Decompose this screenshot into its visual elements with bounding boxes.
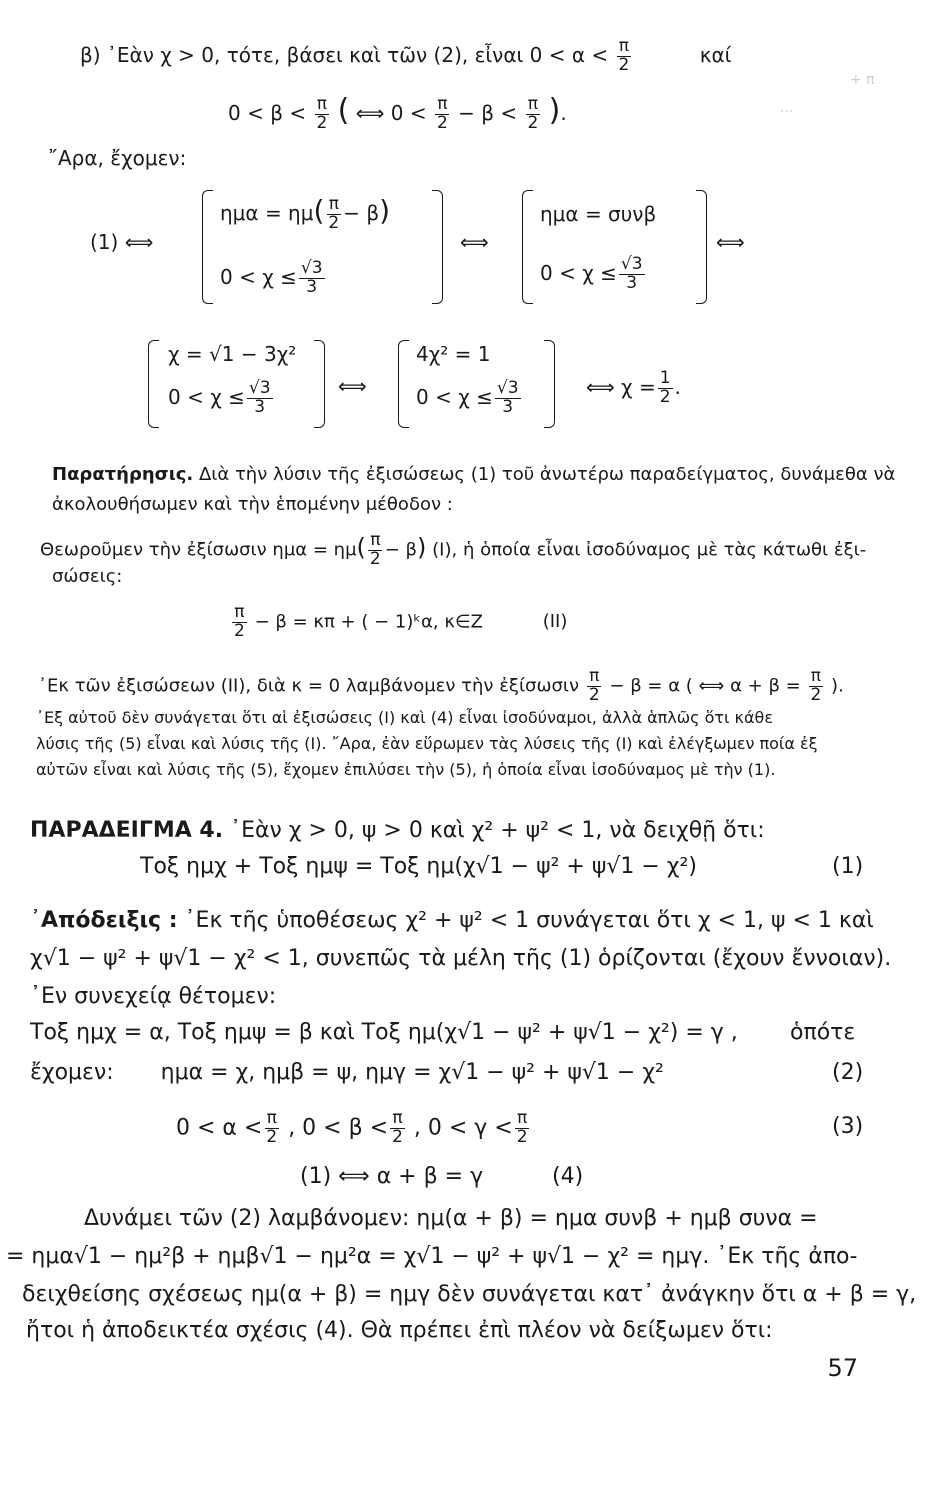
- proof-line-9: = ημα√1 − ημ²β + ημβ√1 − ημ²α = χ√1 − ψ² + ψ√1 − χ² = ημγ. ᾿Εκ τῆς ἀπο-: [6, 1244, 858, 1269]
- system-bracket-4: [398, 340, 409, 428]
- example-4-equation-label: (1): [832, 854, 864, 879]
- system-bracket-1-close: [432, 190, 443, 304]
- system-result: ⟺ χ = $\frac{1}{2}$ .: [586, 368, 681, 407]
- system-1-bot: 0 < χ ≤ $\frac{√3}{3}$: [220, 258, 323, 297]
- system-1-top: ημα = ημ( $\frac{\pi}{2}$ − β): [220, 193, 391, 233]
- arrow-2: ⟺: [716, 230, 745, 254]
- proof-line-1: ᾿Απόδειξις : ᾿Εκ τῆς ὑποθέσεως χ² + ψ² < 1 συνάγεται ὅτι χ < 1, ψ < 1 καὶ: [30, 908, 874, 933]
- proof-line-4: Τοξ ημχ = α, Τοξ ημψ = β καὶ Τοξ ημ(χ√1 − ψ² + ψ√1 − χ²) = γ ,: [30, 1020, 738, 1045]
- page-number: 57: [827, 1354, 858, 1382]
- system-4-top: 4χ² = 1: [416, 342, 491, 366]
- system-bracket-2: [522, 190, 533, 304]
- remark-line-8: αὐτῶν εἶναι καὶ λύσις τῆς (5), ἔχομεν ἐπιλύσει τὴν (5), ἡ ὁποία εἶναι ἰσοδύναμος μὲ τὴν (1).: [36, 760, 776, 779]
- example-4-heading: ΠΑΡΑΔΕΙΓΜΑ 4. ᾿Εὰν χ > 0, ψ > 0 καὶ χ² + ψ² < 1, νὰ δειχθῇ ὅτι:: [30, 818, 765, 843]
- remark-line-4: σώσεις:: [52, 566, 123, 587]
- remark-line-3: Θεωροῦμεν τὴν ἐξίσωσιν ημα = ημ( $\frac{\pi}{2}$ − β) (I), ἡ ὁποία εἶναι ἰσοδύναμος μὲ τὰς κάτωθι ἐξι-: [40, 530, 867, 569]
- example-4-equation: Τοξ ημχ + Τοξ ημψ = Τοξ ημ(χ√1 − ψ² + ψ√1 − χ²): [140, 854, 697, 879]
- system-3-bot: 0 < χ ≤ $\frac{√3}{3}$: [168, 378, 271, 417]
- system-bracket-3-close: [314, 340, 325, 428]
- system-label-1: (1) ⟺: [90, 230, 154, 254]
- proof-line-5: ἔχομεν: ημα = χ, ημβ = ψ, ημγ = χ√1 − ψ² + ψ√1 − χ²: [30, 1060, 664, 1085]
- ara-label: ῎Αρα, ἔχομεν:: [48, 146, 187, 170]
- proof-line-6-label: (3): [832, 1114, 864, 1139]
- proof-line-7-label: (4): [552, 1164, 584, 1189]
- remark-line-7: λύσις τῆς (5) εἶναι καὶ λύσις τῆς (I). ῎Αρα, ἐὰν εὕρωμεν τὰς λύσεις τῆς (I) καὶ ἐλέγξωμεν ποία ἐξ: [36, 734, 818, 753]
- equation-II: $\frac{\pi}{2}$ − β = κπ + ( − 1)ᵏα, κ∈Z (II): [234, 602, 568, 641]
- line-beta-range: 0 < β < $\frac{\pi}{2}$ ( ⟺ 0 < $\frac{\pi}{2}$ − β < $\frac{\pi}{2}$ ).: [228, 93, 567, 133]
- remark-line-2: ἀκολουθήσωμεν καὶ τὴν ἑπομένην μέθοδον :: [52, 494, 453, 515]
- arrow-3: ⟺: [338, 374, 367, 398]
- remark-line-5: ᾿Εκ τῶν ἐξισώσεων (II), διὰ κ = 0 λαμβάνομεν τὴν ἐξίσωσιν $\frac{\pi}{2}$ − β = α ( ⟺ α + β = $\frac{\pi}{2}$ ).: [38, 666, 844, 705]
- line-condition-b: β) ᾿Εὰν χ > 0, τότε, βάσει καὶ τῶν (2), εἶναι 0 < α < $\frac{\pi}{2}$ καί: [80, 36, 732, 75]
- proof-line-3: ᾿Εν συνεχείᾳ θέτομεν:: [30, 984, 277, 1009]
- fraction-pi-over-2: $\frac{\pi}{2}$: [618, 36, 630, 75]
- system-bracket-3: [148, 340, 159, 428]
- system-4-bot: 0 < χ ≤ $\frac{√3}{3}$: [416, 378, 519, 417]
- system-3-top: χ = √1 − 3χ²: [168, 342, 297, 366]
- system-2-top: ημα = συνβ: [540, 202, 657, 226]
- remark-line-6: ᾿Εξ αὐτοῦ δὲν συνάγεται ὅτι αἱ ἐξισώσεις (I) καὶ (4) εἶναι ἰσοδύναμοι, ἀλλὰ ἁπλῶς ὅτι κάθε: [36, 708, 773, 727]
- arrow-1: ⟺: [460, 230, 489, 254]
- proof-line-2: χ√1 − ψ² + ψ√1 − χ² < 1, συνεπῶς τὰ μέλη τῆς (1) ὁρίζονται (ἔχουν ἔννοιαν).: [30, 946, 892, 971]
- proof-line-4-end: ὁπότε: [790, 1020, 856, 1045]
- proof-line-8: Δυνάμει τῶν (2) λαμβάνομεν: ημ(α + β) = ημα συνβ + ημβ συνα =: [84, 1206, 818, 1231]
- system-bracket-2-close: [696, 190, 707, 304]
- proof-line-5-label: (2): [832, 1060, 864, 1085]
- system-bracket-1: [202, 190, 213, 304]
- proof-line-11: ἤτοι ἡ ἀποδεικτέα σχέσις (4). Θὰ πρέπει ἐπὶ πλέον νὰ δείξωμεν ὅτι:: [26, 1318, 773, 1343]
- proof-line-7: (1) ⟺ α + β = γ: [300, 1164, 484, 1189]
- proof-line-10: δειχθείσης σχέσεως ημ(α + β) = ημγ δὲν συνάγεται κατ᾿ ἀνάγκην ὅτι α + β = γ,: [22, 1282, 917, 1307]
- system-2-bot: 0 < χ ≤ $\frac{√3}{3}$: [540, 254, 643, 293]
- system-bracket-4-close: [544, 340, 555, 428]
- proof-line-6: 0 < α < $\frac{\pi}{2}$ , 0 < β < $\frac{\pi}{2}$ , 0 < γ < $\frac{\pi}{2}$: [176, 1108, 528, 1147]
- remark-line-1: Παρατήρησις. Διὰ τὴν λύσιν τῆς ἐξισώσεως (1) τοῦ ἀνωτέρω παραδείγματος, δυνάμεθα νὰ: [52, 464, 896, 485]
